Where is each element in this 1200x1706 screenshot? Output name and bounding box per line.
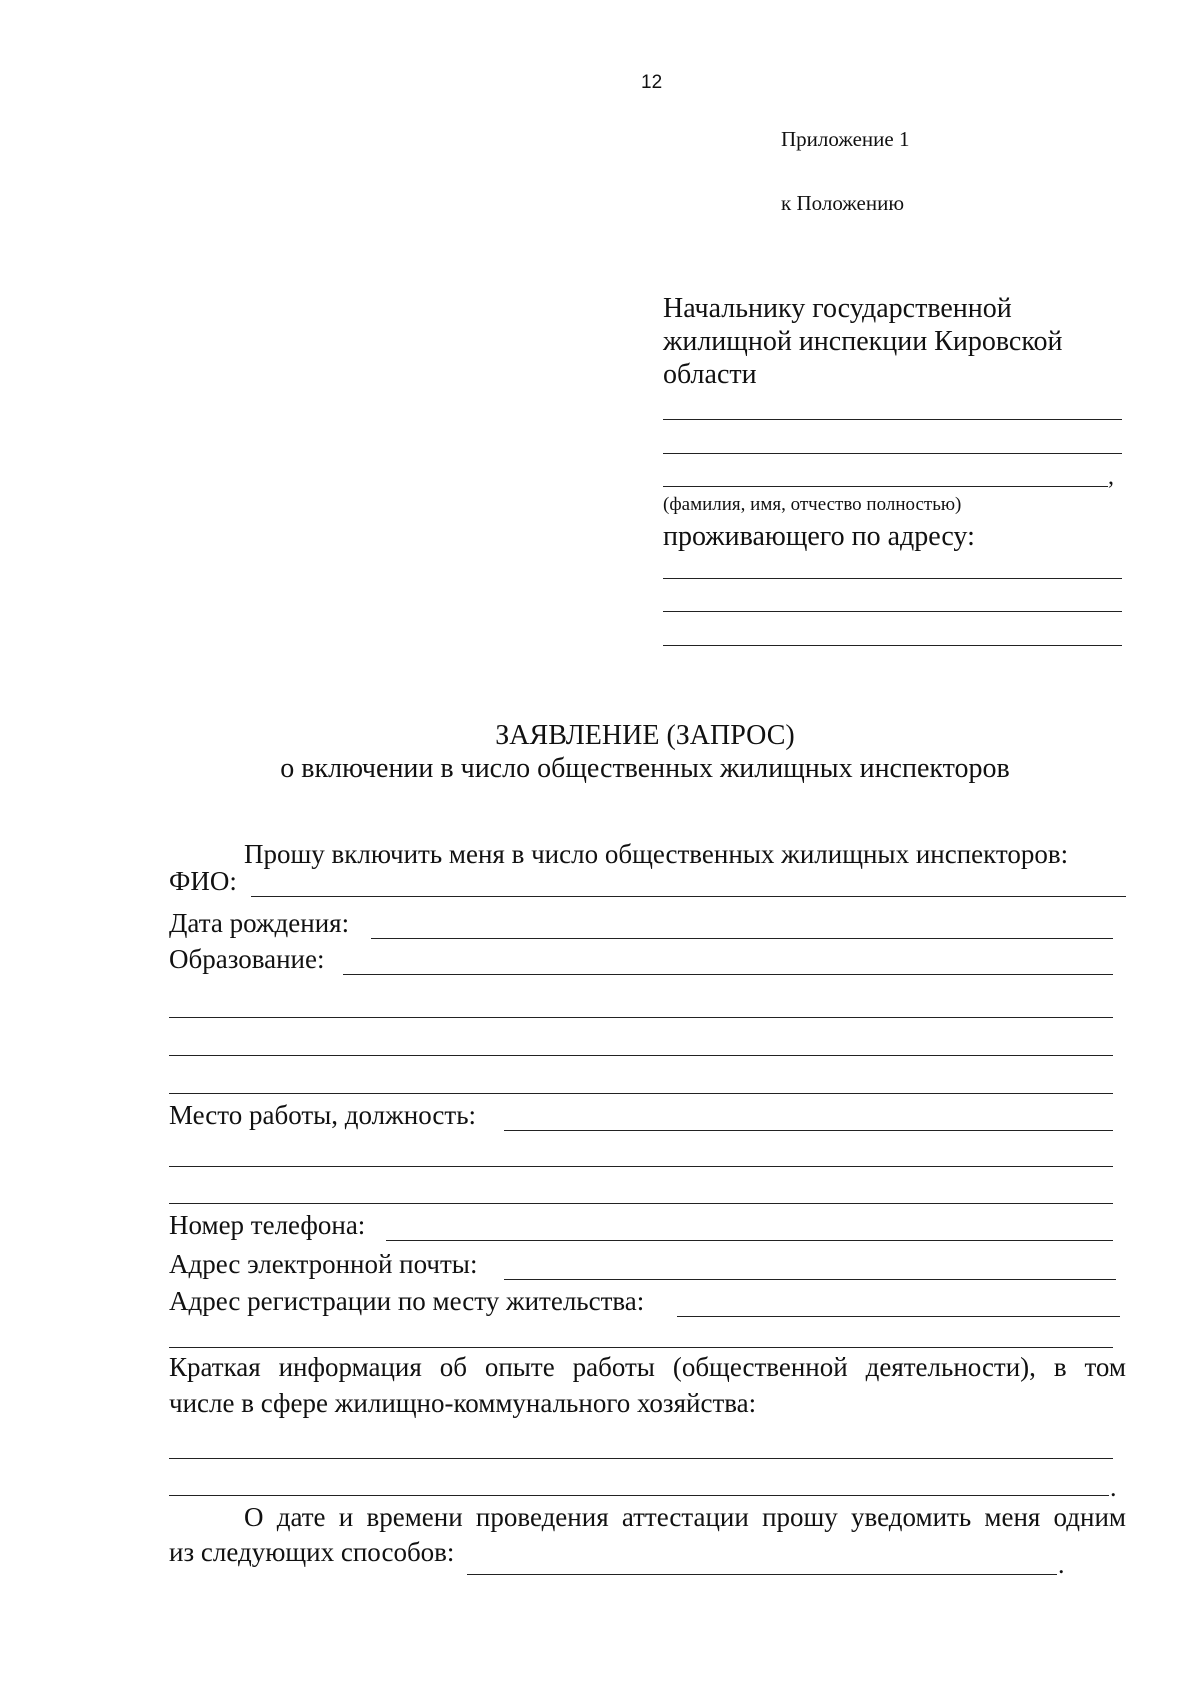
workplace-field[interactable] [169, 1101, 1126, 1135]
applicant-name-line-1[interactable] [663, 419, 1122, 420]
education-line-4[interactable] [169, 1093, 1113, 1094]
fio-field[interactable] [169, 867, 1126, 901]
applicant-name-line-3[interactable] [663, 486, 1108, 487]
birth-date-input-line[interactable] [371, 938, 1113, 939]
registration-line-2[interactable] [169, 1347, 1113, 1348]
phone-input-line[interactable] [386, 1240, 1113, 1241]
name-comma: , [1108, 464, 1114, 490]
registration-field[interactable] [169, 1287, 1126, 1321]
addressee-line-1: Начальнику государственной [663, 293, 1012, 324]
experience-line-1[interactable] [169, 1458, 1113, 1459]
workplace-line-3[interactable] [169, 1203, 1113, 1204]
residing-label: проживающего по адресу: [663, 521, 975, 552]
phone-field[interactable] [169, 1211, 1126, 1245]
education-label: Образование: [169, 944, 325, 974]
registration-input-line[interactable] [677, 1316, 1120, 1317]
experience-text-line-1: Краткая информация об опыте работы (общественной деятельности), в том [169, 1352, 1126, 1382]
request-intro: Прошу включить меня в число общественных жилищных инспекторов: [244, 839, 1069, 869]
notify-method-line[interactable] [467, 1574, 1057, 1575]
applicant-name-line-2[interactable] [663, 453, 1122, 454]
birth-date-field[interactable] [169, 909, 1126, 943]
education-field[interactable] [169, 945, 1126, 979]
birth-date-label: Дата рождения: [169, 908, 350, 938]
workplace-input-line[interactable] [504, 1130, 1113, 1131]
email-field[interactable] [169, 1250, 1126, 1284]
fio-label: ФИО: [169, 866, 237, 896]
address-line-1[interactable] [663, 578, 1122, 579]
address-line-2[interactable] [663, 611, 1122, 612]
appendix-title: Приложение 1 [781, 127, 910, 151]
email-input-line[interactable] [504, 1279, 1116, 1280]
notify-text-line-2: из следующих способов: [169, 1537, 455, 1567]
education-line-3[interactable] [169, 1055, 1113, 1056]
fio-input-line[interactable] [251, 896, 1126, 897]
education-input-line[interactable] [343, 974, 1113, 975]
notify-period: . [1058, 1550, 1065, 1579]
registration-label: Адрес регистрации по месту жительства: [169, 1286, 645, 1316]
appendix-reference: к Положению [781, 191, 905, 215]
phone-label: Номер телефона: [169, 1210, 366, 1240]
workplace-line-2[interactable] [169, 1166, 1113, 1167]
addressee-line-3: области [663, 359, 757, 390]
experience-text-line-2: числе в сфере жилищно-коммунального хозяйства: [169, 1388, 757, 1418]
addressee-line-2: жилищной инспекции Кировской [663, 326, 1063, 357]
page-number: 12 [641, 72, 663, 93]
experience-line-2[interactable] [169, 1495, 1109, 1496]
document-subtitle: о включении в число общественных жилищных инспекторов [280, 753, 1010, 784]
address-line-3[interactable] [663, 645, 1122, 646]
name-hint: (фамилия, имя, отчество полностью) [663, 494, 962, 515]
email-label: Адрес электронной почты: [169, 1249, 478, 1279]
experience-period: . [1110, 1473, 1117, 1502]
workplace-label: Место работы, должность: [169, 1100, 477, 1130]
document-title: ЗАЯВЛЕНИЕ (ЗАПРОС) [495, 720, 795, 751]
education-line-2[interactable] [169, 1017, 1113, 1018]
notify-text-line-1: О дате и времени проведения аттестации прошу уведомить меня одним [244, 1502, 1126, 1532]
